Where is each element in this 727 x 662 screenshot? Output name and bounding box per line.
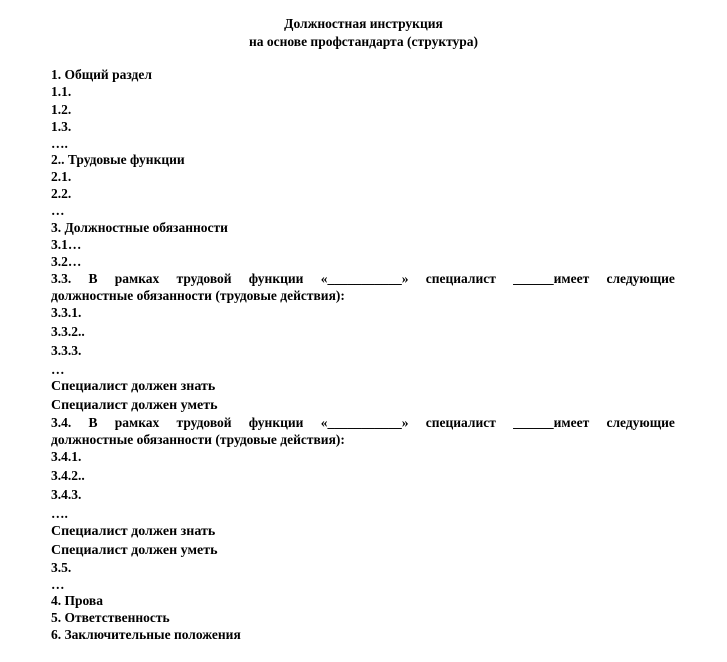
item-3-4-1: 3.4.1. [51,449,82,464]
blank-field: «___________» [320,415,409,430]
blank-field: «___________» [320,271,409,286]
item-3-3-intro [51,270,675,287]
word: функции [248,415,304,430]
section-1-heading: 1. Общий раздел [51,67,152,82]
word: трудовой [176,271,232,286]
item-1-1: 1.1. [51,84,72,99]
word: В [88,271,98,286]
ellipsis-1: …. [51,136,68,151]
document-title: Должностная инструкция [284,16,443,31]
must-be-able-3-4: Специалист должен уметь [51,543,218,558]
item-3-3-intro-cont: должностные обязанности (трудовые действия): [51,288,345,303]
item-3-5: 3.5. [51,560,72,575]
item-3-4-intro [51,414,675,431]
item-2-2: 2.2. [51,186,72,201]
item-3-4-intro-cont: должностные обязанности (трудовые действия): [51,432,345,447]
section-3-heading: 3. Должностные обязанности [51,220,228,235]
item-1-3: 1.3. [51,119,72,134]
word: рамках [114,271,160,286]
item-3-3-2: 3.3.2.. [51,324,85,339]
must-know-3-4: Специалист должен знать [51,524,216,539]
word: следующие [606,415,675,430]
document-subtitle: на основе профстандарта (структура) [248,34,479,49]
must-be-able-3-3: Специалист должен уметь [51,398,218,413]
blank-field: ______имеет [513,415,590,430]
section-6-heading: 6. Заключительные положения [51,627,241,642]
must-know-3-3: Специалист должен знать [51,379,216,394]
word: трудовой [176,415,232,430]
item-3-3-3: 3.3.3. [51,343,82,358]
item-2-1: 2.1. [51,169,72,184]
item-3-1: 3.1… [51,237,82,252]
word: В [88,415,98,430]
word: следующие [606,271,675,286]
ellipsis-3-3: … [51,362,65,377]
word: 3.3. [51,271,72,286]
word: функции [248,271,304,286]
word: специалист [425,271,496,286]
section-4-heading: 4. Прова [51,593,103,608]
section-2-heading: 2.. Трудовые функции [51,152,185,167]
item-1-2: 1.2. [51,102,72,117]
blank-field: ______имеет [513,271,590,286]
item-3-2: 3.2… [51,254,82,269]
word: специалист [425,415,496,430]
ellipsis-3-4: …. [51,506,68,521]
word: рамках [114,415,160,430]
ellipsis-2: … [51,203,65,218]
ellipsis-3-5: … [51,577,65,592]
section-5-heading: 5. Ответственность [51,610,170,625]
word: 3.4. [51,415,72,430]
item-3-4-3: 3.4.3. [51,487,82,502]
item-3-3-1: 3.3.1. [51,305,82,320]
item-3-4-2: 3.4.2.. [51,468,85,483]
